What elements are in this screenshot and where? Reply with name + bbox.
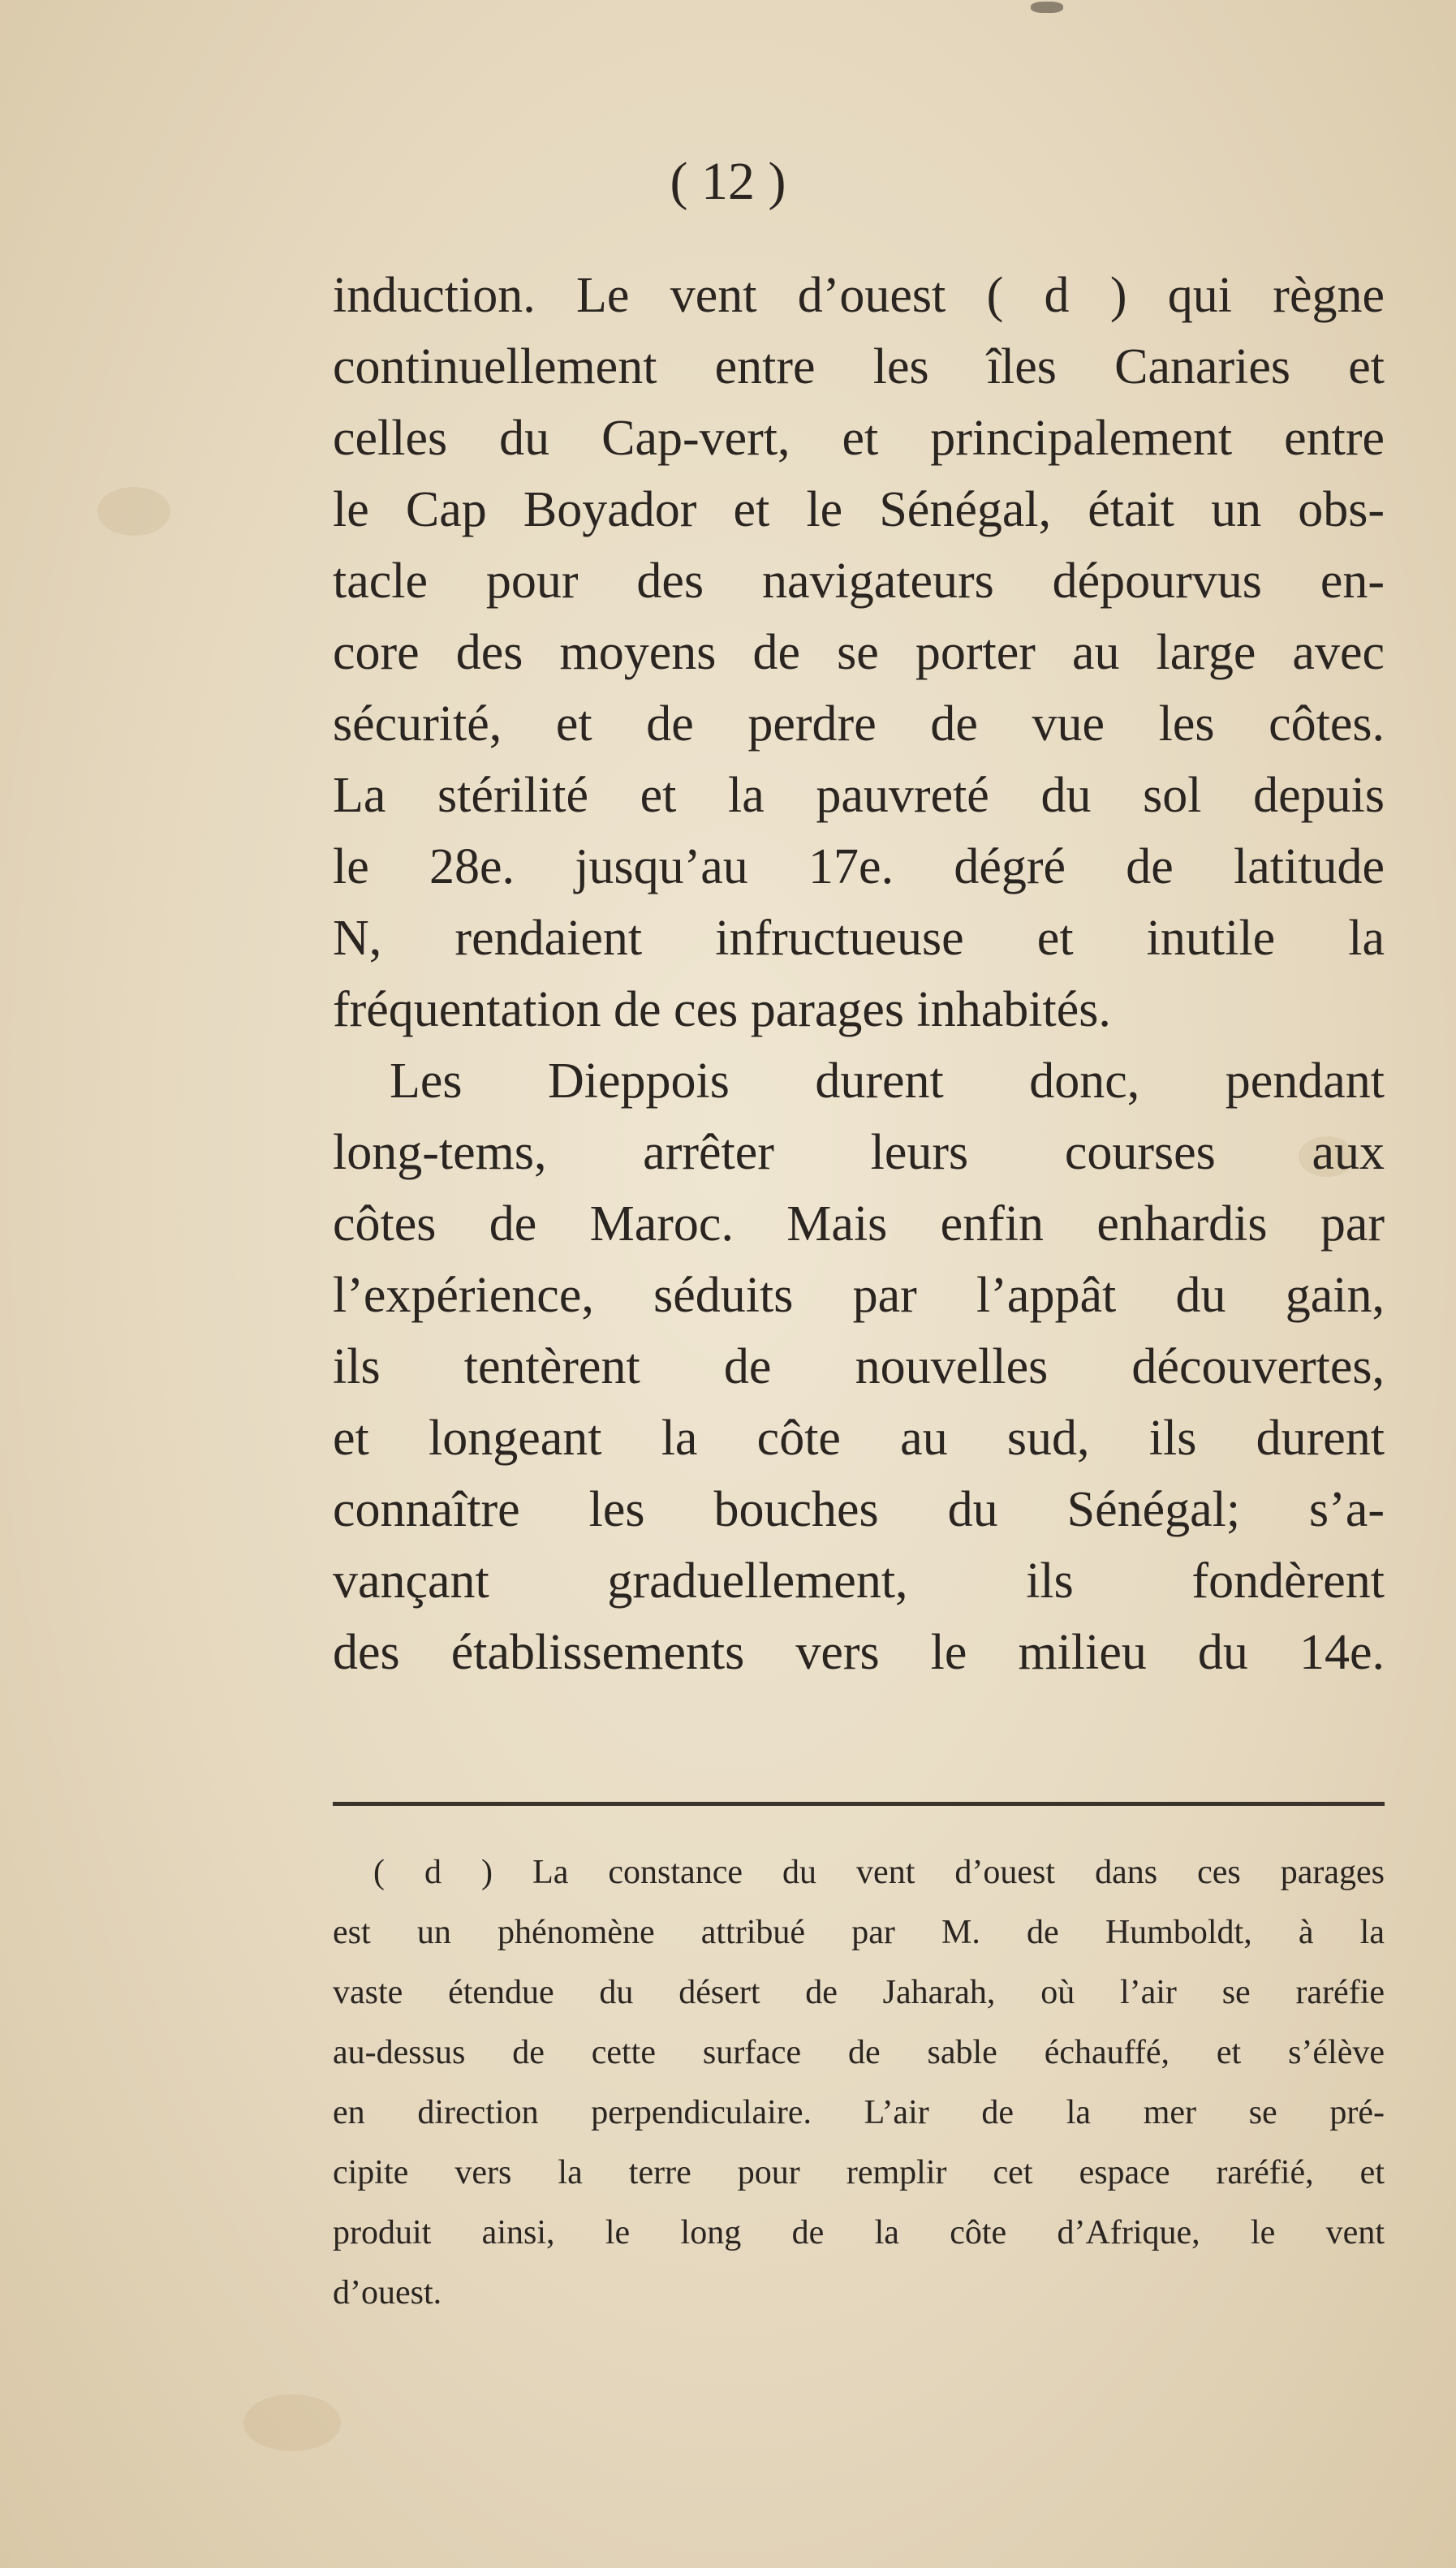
- text-line: l’expérience, séduits par l’appât du gain,: [333, 1268, 1385, 1323]
- text-line: continuellement entre les îles Canaries et: [333, 339, 1385, 394]
- text-line: core des moyens de se porter au large avec: [333, 625, 1385, 680]
- ink-smudge: [1031, 2, 1063, 13]
- text-line: Les Dieppois durent donc, pendant: [390, 1053, 1385, 1109]
- footnote-line: est un phénomène attribué par M. de Humboldt, à la: [333, 1914, 1385, 1951]
- text-line: N, rendaient infructueuse et inutile la: [333, 911, 1385, 966]
- footnote: [333, 1842, 1385, 2323]
- text-line: sécurité, et de perdre de vue les côtes.: [333, 696, 1385, 752]
- footnote-line: en direction perpendiculaire. L’air de la mer se pré-: [333, 2094, 1385, 2131]
- text-line: côtes de Maroc. Mais enfin enhardis par: [333, 1196, 1385, 1252]
- foxing-stain: [97, 487, 170, 536]
- text-line: induction. Le vent d’ouest ( d ) qui règne: [333, 268, 1385, 323]
- page-number: ( 12 ): [670, 152, 786, 211]
- text-line: fréquentation de ces parages inhabités.: [333, 982, 1111, 1037]
- footnote-line: d’ouest.: [333, 2274, 442, 2312]
- footnote-line: cipite vers la terre pour remplir cet espace raréfié, et: [333, 2154, 1385, 2191]
- footnote-line: vaste étendue du désert de Jaharah, où l’air se raréfie: [333, 1974, 1385, 2011]
- text-line: vançant graduellement, ils fondèrent: [333, 1553, 1385, 1609]
- text-line: La stérilité et la pauvreté du sol depuis: [333, 768, 1385, 823]
- text-line: ils tentèrent de nouvelles découvertes,: [333, 1339, 1385, 1394]
- text-line: celles du Cap-vert, et principalement entre: [333, 411, 1385, 466]
- footnote-rule: [333, 1802, 1385, 1806]
- text-line: connaître les bouches du Sénégal; s’a-: [333, 1482, 1385, 1537]
- footnote-line: au-dessus de cette surface de sable échauffé, et s’élève: [333, 2034, 1385, 2071]
- footnote-line: ( d ) La constance du vent d’ouest dans ces parages: [373, 1854, 1385, 1891]
- text-line: long-tems, arrêter leurs courses aux: [333, 1125, 1385, 1180]
- text-line: tacle pour des navigateurs dépourvus en-: [333, 554, 1385, 609]
- foxing-stain: [243, 2394, 341, 2451]
- footnote-line: produit ainsi, le long de la côte d’Afrique, le vent: [333, 2214, 1385, 2251]
- body-text: [333, 260, 1385, 1688]
- text-line: des établissements vers le milieu du 14e.: [333, 1625, 1385, 1680]
- text-line: le 28e. jusqu’au 17e. dégré de latitude: [333, 839, 1385, 894]
- text-line: le Cap Boyador et le Sénégal, était un obs-: [333, 482, 1385, 537]
- text-line: et longeant la côte au sud, ils durent: [333, 1411, 1385, 1466]
